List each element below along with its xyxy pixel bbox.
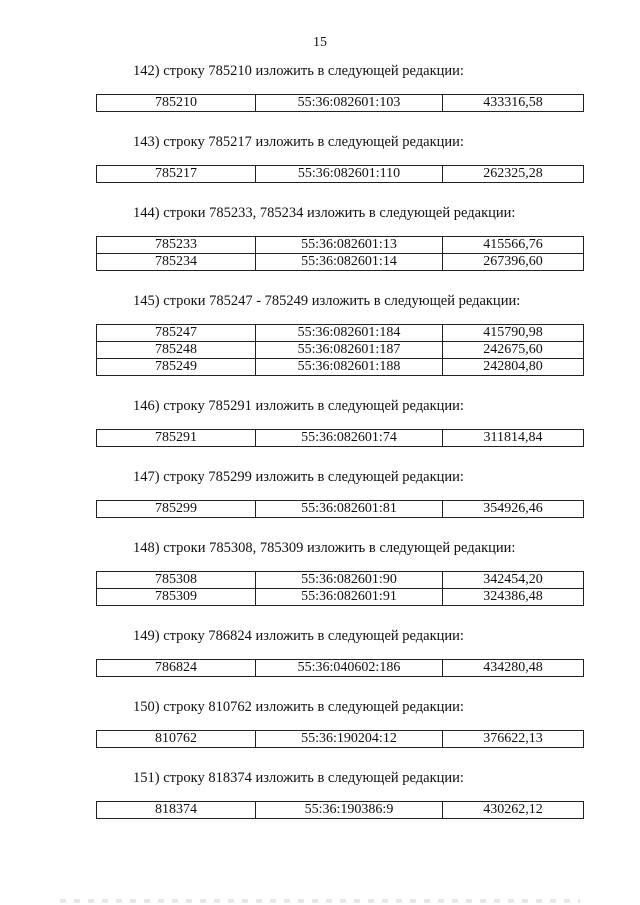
table-row	[97, 589, 584, 606]
amendment-section	[0, 397, 640, 468]
section-spacer	[0, 112, 640, 133]
row-number-cell: 785299	[97, 501, 256, 518]
table-row	[97, 325, 584, 342]
value-cell: 354926,46	[443, 501, 584, 518]
amendment-heading: 148) строки 785308, 785309 изложить в следующей редакции:	[133, 540, 516, 556]
amendment-table	[96, 730, 584, 748]
section-spacer	[0, 677, 640, 698]
value-cell: 342454,20	[443, 572, 584, 589]
amendment-heading: 142) строку 785210 изложить в следующей редакции:	[133, 63, 464, 79]
amendment-heading: 151) строку 818374 изложить в следующей редакции:	[133, 770, 464, 786]
cadastral-number-cell: 55:36:190386:9	[256, 802, 443, 819]
table-row	[97, 166, 584, 183]
cadastral-number-cell: 55:36:082601:188	[256, 359, 443, 376]
value-cell: 376622,13	[443, 731, 584, 748]
row-number-cell: 785308	[97, 572, 256, 589]
document-body	[0, 62, 640, 819]
row-number-cell: 785233	[97, 237, 256, 254]
value-cell: 324386,48	[443, 589, 584, 606]
table-row	[97, 660, 584, 677]
page-number: 15	[313, 35, 327, 50]
amendment-table	[96, 659, 584, 677]
table-row	[97, 731, 584, 748]
cadastral-number-cell: 55:36:082601:187	[256, 342, 443, 359]
table-row	[97, 572, 584, 589]
amendment-table	[96, 429, 584, 447]
table-row	[97, 342, 584, 359]
amendment-table	[96, 571, 584, 606]
row-number-cell: 785234	[97, 254, 256, 271]
amendment-table	[96, 165, 584, 183]
amendment-heading: 143) строку 785217 изложить в следующей редакции:	[133, 134, 464, 150]
table-row	[97, 254, 584, 271]
cadastral-number-cell: 55:36:082601:184	[256, 325, 443, 342]
amendment-section	[0, 62, 640, 133]
section-spacer	[0, 376, 640, 397]
row-number-cell: 785249	[97, 359, 256, 376]
table-row	[97, 430, 584, 447]
row-number-cell: 810762	[97, 731, 256, 748]
cadastral-number-cell: 55:36:190204:12	[256, 731, 443, 748]
amendment-section	[0, 627, 640, 698]
value-cell: 267396,60	[443, 254, 584, 271]
section-spacer	[0, 447, 640, 468]
row-number-cell: 785291	[97, 430, 256, 447]
cadastral-number-cell: 55:36:082601:81	[256, 501, 443, 518]
cadastral-number-cell: 55:36:082601:110	[256, 166, 443, 183]
cadastral-number-cell: 55:36:082601:14	[256, 254, 443, 271]
amendment-section	[0, 698, 640, 769]
table-row	[97, 95, 584, 112]
value-cell: 311814,84	[443, 430, 584, 447]
cadastral-number-cell: 55:36:082601:74	[256, 430, 443, 447]
section-spacer	[0, 518, 640, 539]
amendment-heading: 145) строки 785247 - 785249 изложить в следующей редакции:	[133, 293, 521, 309]
value-cell: 242675,60	[443, 342, 584, 359]
value-cell: 415566,76	[443, 237, 584, 254]
value-cell: 433316,58	[443, 95, 584, 112]
amendment-table	[96, 324, 584, 376]
amendment-heading: 147) строку 785299 изложить в следующей редакции:	[133, 469, 464, 485]
row-number-cell: 786824	[97, 660, 256, 677]
section-spacer	[0, 183, 640, 204]
cadastral-number-cell: 55:36:040602:186	[256, 660, 443, 677]
row-number-cell: 785210	[97, 95, 256, 112]
value-cell: 434280,48	[443, 660, 584, 677]
value-cell: 415790,98	[443, 325, 584, 342]
cadastral-number-cell: 55:36:082601:90	[256, 572, 443, 589]
amendment-table	[96, 94, 584, 112]
amendment-heading: 149) строку 786824 изложить в следующей редакции:	[133, 628, 464, 644]
value-cell: 242804,80	[443, 359, 584, 376]
amendment-section	[0, 292, 640, 397]
amendment-section	[0, 133, 640, 204]
row-number-cell: 785217	[97, 166, 256, 183]
value-cell: 262325,28	[443, 166, 584, 183]
scan-artifact	[60, 899, 580, 903]
amendment-heading: 146) строку 785291 изложить в следующей редакции:	[133, 398, 464, 414]
amendment-section	[0, 769, 640, 819]
amendment-section	[0, 468, 640, 539]
value-cell: 430262,12	[443, 802, 584, 819]
amendment-heading: 150) строку 810762 изложить в следующей редакции:	[133, 699, 464, 715]
cadastral-number-cell: 55:36:082601:103	[256, 95, 443, 112]
table-row	[97, 237, 584, 254]
amendment-heading: 144) строки 785233, 785234 изложить в следующей редакции:	[133, 205, 516, 221]
section-spacer	[0, 606, 640, 627]
table-row	[97, 501, 584, 518]
cadastral-number-cell: 55:36:082601:91	[256, 589, 443, 606]
row-number-cell: 785248	[97, 342, 256, 359]
section-spacer	[0, 271, 640, 292]
row-number-cell: 818374	[97, 802, 256, 819]
amendment-table	[96, 500, 584, 518]
row-number-cell: 785309	[97, 589, 256, 606]
row-number-cell: 785247	[97, 325, 256, 342]
amendment-table	[96, 801, 584, 819]
amendment-section	[0, 204, 640, 292]
cadastral-number-cell: 55:36:082601:13	[256, 237, 443, 254]
section-spacer	[0, 748, 640, 769]
amendment-table	[96, 236, 584, 271]
table-row	[97, 359, 584, 376]
table-row	[97, 802, 584, 819]
amendment-section	[0, 539, 640, 627]
